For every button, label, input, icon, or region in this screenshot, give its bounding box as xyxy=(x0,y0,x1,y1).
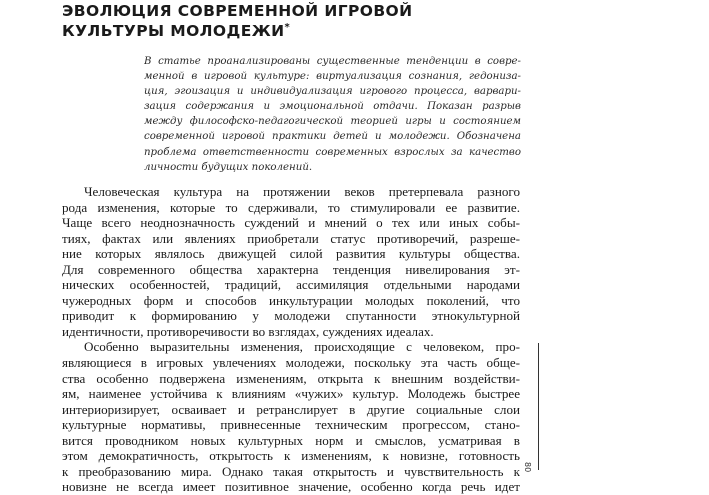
title-line-2-text: КУЛЬТУРЫ МОЛОДЕЖИ xyxy=(62,22,285,40)
body-line: этом демократичность, открытость к изменениям, к новизне, готовность xyxy=(62,448,520,464)
body-line: ства особенно подвержена изменениям, открыта к внешним воздействи- xyxy=(62,370,520,386)
abstract-line: В статье проанализированы существенные тенденции в совре- xyxy=(144,56,521,67)
body-line: вится проводником новых культурных норм и смыслов, усматривая в xyxy=(62,432,520,448)
body-line: идентичности, противоречивости во взглядах, суждениях идеалах. xyxy=(62,323,434,339)
margin-rule xyxy=(538,343,539,470)
body-line: Чаще всего неоднозначность суждений и мнений о тех или иных собы- xyxy=(62,215,520,231)
body-line: ние которых являлось движущей силой развития культуры общества. xyxy=(62,246,520,262)
body-line: ям, наименее устойчива к влияниям «чужих» культур. Молодежь быстрее xyxy=(62,386,520,402)
title-line-2 xyxy=(62,21,532,41)
body-line: являющиеся в игровых увлечениях молодежи, поскольку эта часть обще- xyxy=(62,355,520,371)
body-paragraph-2 xyxy=(62,339,520,494)
article-body xyxy=(62,184,520,495)
abstract-line: зация содержания и эмоциональной отдачи. Показан разрыв xyxy=(144,101,521,113)
body-line: нических особенностей, традиций, ассимиляция отдельными народами xyxy=(62,277,520,293)
body-line: тиях, фактах или явлениях приобретали статус противоречий, разреше- xyxy=(62,230,520,246)
article-title xyxy=(62,1,532,41)
body-line: интериоризирует, осваивает и ретранслирует в другие социальные слои xyxy=(62,401,520,417)
title-footnote-mark: * xyxy=(284,22,291,33)
body-line: чужеродных форм и способов инкультурации молодых поколений, что xyxy=(62,292,520,308)
body-line: новизне не всегда имеет позитивное значение, особенно когда речь идет xyxy=(62,479,520,495)
abstract-line: менной в игровой культуре: виртуализация сознания, гедониза- xyxy=(144,71,521,83)
abstract xyxy=(144,54,521,175)
body-line: Человеческая культура на протяжении веков претерпевала разного xyxy=(84,184,520,199)
body-line: Для современного общества характерна тенденция нивелирования эт- xyxy=(62,261,520,277)
abstract-line: проблема ответственности современных взрослых за качество xyxy=(144,146,521,158)
body-line: Особенно выразительны изменения, происходящие с человеком, про- xyxy=(84,339,520,355)
body-line: рода изменения, которые то сдерживали, то стимулировали ее развитие. xyxy=(62,199,520,215)
abstract-line: современной игровой практики детей и молодежи. Обозначена xyxy=(144,131,521,143)
abstract-line: личности будущих поколений. xyxy=(144,161,313,173)
body-line: культурные нормативы, привнесенные техническим прогрессом, стано- xyxy=(62,417,520,433)
abstract-line: между философско-педагогической теорией игры и состоянием xyxy=(144,116,521,128)
body-line: приводит к формированию у молодежи спутанности этнокультурной xyxy=(62,308,520,324)
body-line: к преобразованию мира. Однако такая открытость и чувствительность к xyxy=(62,463,520,479)
abstract-line: ция, эгоизация и индивидуализация игрового процесса, варвари- xyxy=(144,86,521,98)
title-line-1: ЭВОЛЮЦИЯ СОВРЕМЕННОЙ ИГРОВОЙ xyxy=(62,2,413,20)
page-number: 80 xyxy=(523,462,532,473)
body-paragraph-1 xyxy=(62,184,520,339)
